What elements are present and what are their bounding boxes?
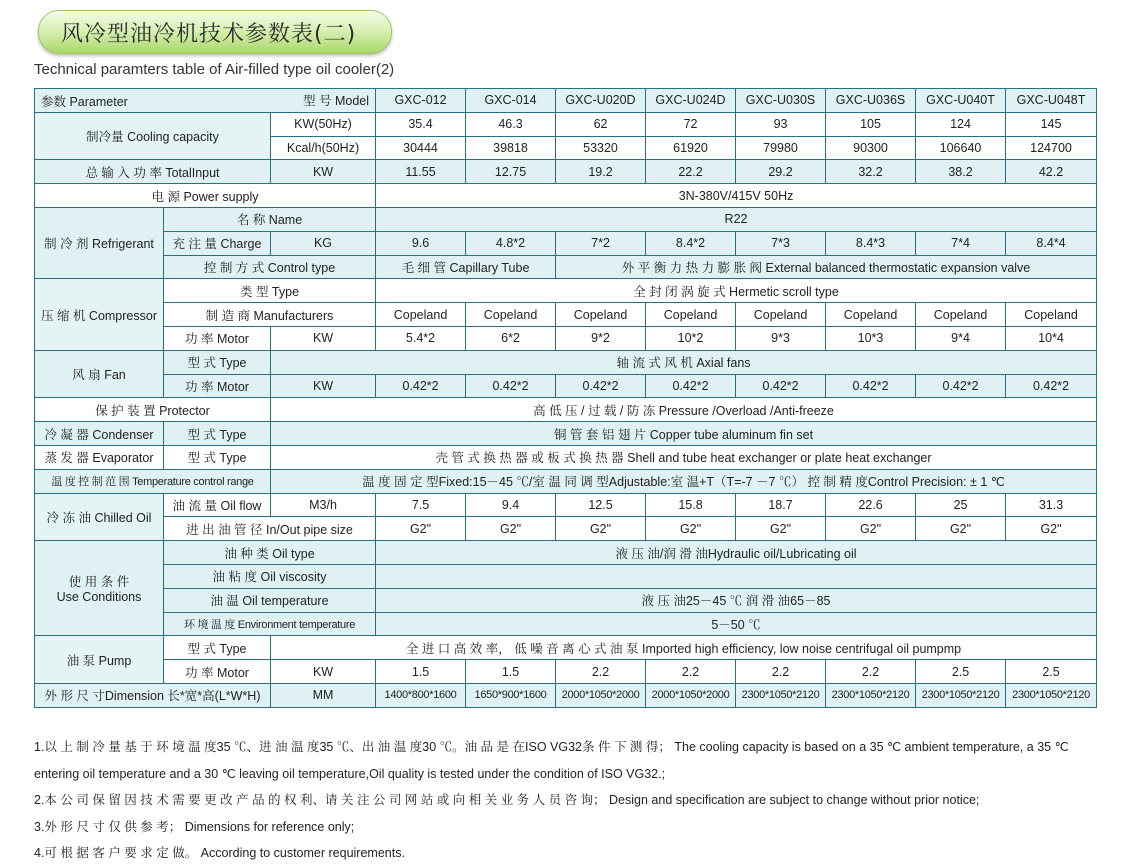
evaporator-type-label: 型 式 Type bbox=[164, 445, 271, 469]
value-cell: G2" bbox=[646, 517, 736, 541]
value-cell: 0.42*2 bbox=[1006, 374, 1097, 398]
value-cell: G2" bbox=[556, 517, 646, 541]
value-cell: G2" bbox=[1006, 517, 1097, 541]
value-cell: 7.5 bbox=[376, 493, 466, 517]
value-cell: 42.2 bbox=[1006, 160, 1097, 184]
pump-type-row bbox=[35, 636, 1097, 660]
environment-temperature-label: 环 境 温 度 Environment temperature bbox=[164, 612, 376, 636]
value-cell: 8.4*2 bbox=[646, 231, 736, 255]
temp-control-label: 温 度 控 制 范 围 Temperature control range bbox=[35, 469, 271, 493]
value-cell: 0.42*2 bbox=[466, 374, 556, 398]
value-cell: 9.4 bbox=[466, 493, 556, 517]
value-cell: Copeland bbox=[466, 303, 556, 327]
evaporator-label: 蒸 发 器 Evaporator bbox=[35, 445, 164, 469]
power-supply-value: 3N-380V/415V 50Hz bbox=[376, 184, 1097, 208]
value-cell: 12.75 bbox=[466, 160, 556, 184]
model-name: GXC-U024D bbox=[646, 89, 736, 113]
value-cell: 93 bbox=[736, 112, 826, 136]
oil-temperature-row bbox=[35, 588, 1097, 612]
model-name: GXC-014 bbox=[466, 89, 556, 113]
value-cell: 2.5 bbox=[916, 660, 1006, 684]
value-cell: Copeland bbox=[916, 303, 1006, 327]
value-cell: 0.42*2 bbox=[556, 374, 646, 398]
cooling-kw-row bbox=[35, 112, 1097, 136]
unit-cell: KW bbox=[271, 326, 376, 350]
oil-type-label: 油 种 类 Oil type bbox=[164, 541, 376, 565]
value-cell: 79980 bbox=[736, 136, 826, 160]
value-cell: 2300*1050*2120 bbox=[916, 683, 1006, 707]
value-cell: 10*2 bbox=[646, 326, 736, 350]
value-cell: 9*2 bbox=[556, 326, 646, 350]
value-cell: 124 bbox=[916, 112, 1006, 136]
oil-type-value: 液 压 油/润 滑 油Hydraulic oil/Lubricating oil bbox=[376, 541, 1097, 565]
value-cell: 15.8 bbox=[646, 493, 736, 517]
condenser-label: 冷 凝 器 Condenser bbox=[35, 422, 164, 446]
compressor-mfr-row bbox=[35, 303, 1097, 327]
pump-label: 油 泵 Pump bbox=[35, 636, 164, 684]
compressor-type-value: 全 封 闭 涡 旋 式 Hermetic scroll type bbox=[376, 279, 1097, 303]
value-cell: 9*3 bbox=[736, 326, 826, 350]
value-cell: 9.6 bbox=[376, 231, 466, 255]
value-cell: 8.4*4 bbox=[1006, 231, 1097, 255]
value-cell: 6*2 bbox=[466, 326, 556, 350]
value-cell: 0.42*2 bbox=[916, 374, 1006, 398]
refrigerant-control-row bbox=[35, 255, 1097, 279]
value-cell: Copeland bbox=[826, 303, 916, 327]
model-name: GXC-U036S bbox=[826, 89, 916, 113]
control-type-label: 控 制 方 式 Control type bbox=[164, 255, 376, 279]
unit-cell: Kcal/h(50Hz) bbox=[271, 136, 376, 160]
value-cell: 2.2 bbox=[736, 660, 826, 684]
note-line: entering oil temperature and a 30 ℃ leaving oil temperature,Oil quality is tested under the condition of ISO VG32.; bbox=[34, 766, 666, 781]
value-cell: G2" bbox=[736, 517, 826, 541]
value-cell: 29.2 bbox=[736, 160, 826, 184]
note-line: 1.以 上 制 冷 量 基 于 环 境 温 度35 ℃、进 油 温 度35 ℃、出 油 温 度30 ℃。油 品 是 在ISO VG32条 件 下 测 得； The cooling capacity is based on a 35 ℃ ambient temperature, a 35 ℃ bbox=[34, 740, 1069, 754]
total-input-label: 总 输 入 功 率 TotalInput bbox=[35, 160, 271, 184]
condenser-value: 铜 管 套 铝 翅 片 Copper tube aluminum fin set bbox=[271, 422, 1097, 446]
value-cell: 38.2 bbox=[916, 160, 1006, 184]
compressor-motor-row bbox=[35, 326, 1097, 350]
pump-type-label: 型 式 Type bbox=[164, 636, 271, 660]
value-cell: 4.8*2 bbox=[466, 231, 556, 255]
value-cell: 8.4*3 bbox=[826, 231, 916, 255]
value-cell: 2300*1050*2120 bbox=[736, 683, 826, 707]
compressor-label: 压 缩 机 Compressor bbox=[35, 279, 164, 350]
use-conditions-label bbox=[35, 541, 164, 636]
value-cell: 145 bbox=[1006, 112, 1097, 136]
value-cell: 30444 bbox=[376, 136, 466, 160]
refrigerant-name-value: R22 bbox=[376, 207, 1097, 231]
fan-type-row bbox=[35, 350, 1097, 374]
evaporator-row bbox=[35, 445, 1097, 469]
notes bbox=[34, 734, 1104, 867]
fan-label: 风 扇 Fan bbox=[35, 350, 164, 398]
power-supply-row bbox=[35, 184, 1097, 208]
condenser-row bbox=[35, 422, 1097, 446]
pump-motor-row bbox=[35, 660, 1097, 684]
manufacturers-label: 制 造 商 Manufacturers bbox=[164, 303, 376, 327]
value-cell: 22.6 bbox=[826, 493, 916, 517]
control-capillary-value: 毛 细 管 Capillary Tube bbox=[376, 255, 556, 279]
value-cell: 0.42*2 bbox=[736, 374, 826, 398]
page-subtitle: Technical paramters table of Air-filled type oil cooler(2) bbox=[34, 61, 395, 78]
value-cell: 61920 bbox=[646, 136, 736, 160]
dimension-row bbox=[35, 683, 1097, 707]
value-cell: 12.5 bbox=[556, 493, 646, 517]
value-cell: 2.2 bbox=[646, 660, 736, 684]
model-name: GXC-U030S bbox=[736, 89, 826, 113]
unit-cell: KG bbox=[271, 231, 376, 255]
value-cell: 46.3 bbox=[466, 112, 556, 136]
condenser-type-label: 型 式 Type bbox=[164, 422, 271, 446]
unit-cell: KW bbox=[271, 374, 376, 398]
value-cell: 2000*1050*2000 bbox=[646, 683, 736, 707]
value-cell: 39818 bbox=[466, 136, 556, 160]
value-cell: G2" bbox=[376, 517, 466, 541]
motor-label: 功 率 Motor bbox=[164, 326, 271, 350]
use-conditions-label-en: Use Conditions bbox=[56, 590, 142, 605]
refrigerant-name-row bbox=[35, 207, 1097, 231]
value-cell: 2.2 bbox=[826, 660, 916, 684]
power-supply-label: 电 源 Power supply bbox=[35, 184, 376, 208]
model-label: 型 号 Model bbox=[303, 94, 370, 108]
environment-temperature-value: 5－50 ℃ bbox=[376, 612, 1097, 636]
motor-label: 功 率 Motor bbox=[164, 374, 271, 398]
value-cell: 5.4*2 bbox=[376, 326, 466, 350]
refrigerant-label: 制 冷 剂 Refrigerant bbox=[35, 207, 164, 278]
protector-row bbox=[35, 398, 1097, 422]
value-cell: Copeland bbox=[736, 303, 826, 327]
oil-pipe-row bbox=[35, 517, 1097, 541]
value-cell: G2" bbox=[916, 517, 1006, 541]
value-cell: Copeland bbox=[376, 303, 466, 327]
value-cell: 2.5 bbox=[1006, 660, 1097, 684]
value-cell: Copeland bbox=[556, 303, 646, 327]
value-cell: 0.42*2 bbox=[826, 374, 916, 398]
value-cell: 18.7 bbox=[736, 493, 826, 517]
value-cell: 53320 bbox=[556, 136, 646, 160]
value-cell: 10*3 bbox=[826, 326, 916, 350]
evaporator-value: 壳 管 式 换 热 器 或 板 式 换 热 器 Shell and tube heat exchanger or plate heat exchanger bbox=[271, 445, 1097, 469]
temp-control-row bbox=[35, 469, 1097, 493]
pump-type-value: 全 进 口 高 效 率， 低 噪 音 离 心 式 油 泵 Imported high efficiency, low noise centrifugal oil pumpmp bbox=[271, 636, 1097, 660]
protector-label: 保 护 装 置 Protector bbox=[35, 398, 271, 422]
value-cell: 10*4 bbox=[1006, 326, 1097, 350]
oil-flow-label: 油 流 量 Oil flow bbox=[164, 493, 271, 517]
model-name: GXC-U048T bbox=[1006, 89, 1097, 113]
protector-value: 高 低 压 / 过 载 / 防 冻 Pressure /Overload /Anti-freeze bbox=[271, 398, 1097, 422]
charge-label: 充 注 量 Charge bbox=[164, 231, 271, 255]
fan-type-label: 型 式 Type bbox=[164, 350, 271, 374]
compressor-type-row bbox=[35, 279, 1097, 303]
value-cell: 1400*800*1600 bbox=[376, 683, 466, 707]
value-cell: 1650*900*1600 bbox=[466, 683, 556, 707]
oil-type-row bbox=[35, 541, 1097, 565]
value-cell: 7*4 bbox=[916, 231, 1006, 255]
total-input-row bbox=[35, 160, 1097, 184]
dimension-label: 外 形 尺 寸Dimension 长*宽*高(L*W*H) bbox=[35, 683, 271, 707]
value-cell: 32.2 bbox=[826, 160, 916, 184]
value-cell: 2.2 bbox=[556, 660, 646, 684]
value-cell: 2300*1050*2120 bbox=[1006, 683, 1097, 707]
compressor-type-label: 类 型 Type bbox=[164, 279, 376, 303]
cooling-capacity-label: 制冷量 Cooling capacity bbox=[35, 112, 271, 160]
control-valve-value: 外 平 衡 力 热 力 膨 胀 阀 External balanced thermostatic expansion valve bbox=[556, 255, 1097, 279]
value-cell: 2000*1050*2000 bbox=[556, 683, 646, 707]
value-cell: 2300*1050*2120 bbox=[826, 683, 916, 707]
environment-temperature-row bbox=[35, 612, 1097, 636]
value-cell: 124700 bbox=[1006, 136, 1097, 160]
oil-viscosity-label: 油 粘 度 Oil viscosity bbox=[164, 564, 376, 588]
fan-type-value: 轴 流 式 风 机 Axial fans bbox=[271, 350, 1097, 374]
value-cell: 7*3 bbox=[736, 231, 826, 255]
value-cell: Copeland bbox=[1006, 303, 1097, 327]
unit-cell: KW bbox=[271, 660, 376, 684]
value-cell: 0.42*2 bbox=[376, 374, 466, 398]
value-cell: 9*4 bbox=[916, 326, 1006, 350]
note-line: 2.本 公 司 保 留 因 技 术 需 要 更 改 产 品 的 权 利、请 关 注 公 司 网 站 或 向 相 关 业 务 人 员 咨 询； Design and specification are subject to change without prior notice; bbox=[34, 793, 980, 808]
oil-viscosity-row bbox=[35, 564, 1097, 588]
oil-viscosity-value bbox=[376, 564, 1097, 588]
header-row bbox=[35, 89, 1097, 113]
model-name: GXC-012 bbox=[376, 89, 466, 113]
value-cell: 22.2 bbox=[646, 160, 736, 184]
model-name: GXC-U040T bbox=[916, 89, 1006, 113]
pipe-size-label: 进 出 油 管 径 In/Out pipe size bbox=[164, 517, 376, 541]
page-title: 风冷型油冷机技术参数表(二) bbox=[61, 22, 357, 47]
refrigerant-name-label: 名 称 Name bbox=[164, 207, 376, 231]
value-cell: 7*2 bbox=[556, 231, 646, 255]
unit-cell: KW bbox=[271, 160, 376, 184]
value-cell: Copeland bbox=[646, 303, 736, 327]
value-cell: 62 bbox=[556, 112, 646, 136]
temp-control-value: 温 度 固 定 型Fixed:15－45 ℃/室 温 同 调 型Adjustable:室 温+T（T=-7 －7 ℃） 控 制 精 度Control Precision: ± 1 ℃ bbox=[271, 469, 1097, 493]
oil-temperature-value: 液 压 油25－45 ℃ 润 滑 油65－85 bbox=[376, 588, 1097, 612]
oil-temperature-label: 油 温 Oil temperature bbox=[164, 588, 376, 612]
header-param-model-cell bbox=[35, 89, 376, 113]
chilled-oil-label: 冷 冻 油 Chilled Oil bbox=[35, 493, 164, 541]
value-cell: 0.42*2 bbox=[646, 374, 736, 398]
value-cell: 35.4 bbox=[376, 112, 466, 136]
note-line: 3.外 形 尺 寸 仅 供 参 考； Dimensions for reference only; bbox=[34, 819, 355, 834]
oil-flow-row bbox=[35, 493, 1097, 517]
value-cell: 1.5 bbox=[466, 660, 556, 684]
unit-cell: KW(50Hz) bbox=[271, 112, 376, 136]
value-cell: 72 bbox=[646, 112, 736, 136]
motor-label: 功 率 Motor bbox=[164, 660, 271, 684]
unit-cell: MM bbox=[271, 683, 376, 707]
refrigerant-charge-row bbox=[35, 231, 1097, 255]
title-banner bbox=[38, 10, 392, 54]
value-cell: 105 bbox=[826, 112, 916, 136]
use-conditions-label-cn: 使 用 条 件 bbox=[68, 575, 130, 590]
model-name: GXC-U020D bbox=[556, 89, 646, 113]
value-cell: G2" bbox=[466, 517, 556, 541]
value-cell: 31.3 bbox=[1006, 493, 1097, 517]
param-label: 参数 Parameter bbox=[41, 94, 128, 109]
value-cell: 11.55 bbox=[376, 160, 466, 184]
value-cell: G2" bbox=[826, 517, 916, 541]
fan-motor-row bbox=[35, 374, 1097, 398]
value-cell: 106640 bbox=[916, 136, 1006, 160]
value-cell: 19.2 bbox=[556, 160, 646, 184]
unit-cell: M3/h bbox=[271, 493, 376, 517]
spec-table bbox=[34, 88, 1097, 708]
value-cell: 90300 bbox=[826, 136, 916, 160]
note-line: 4.可 根 据 客 户 要 求 定 做。 According to customer requirements. bbox=[34, 846, 405, 861]
value-cell: 25 bbox=[916, 493, 1006, 517]
value-cell: 1.5 bbox=[376, 660, 466, 684]
